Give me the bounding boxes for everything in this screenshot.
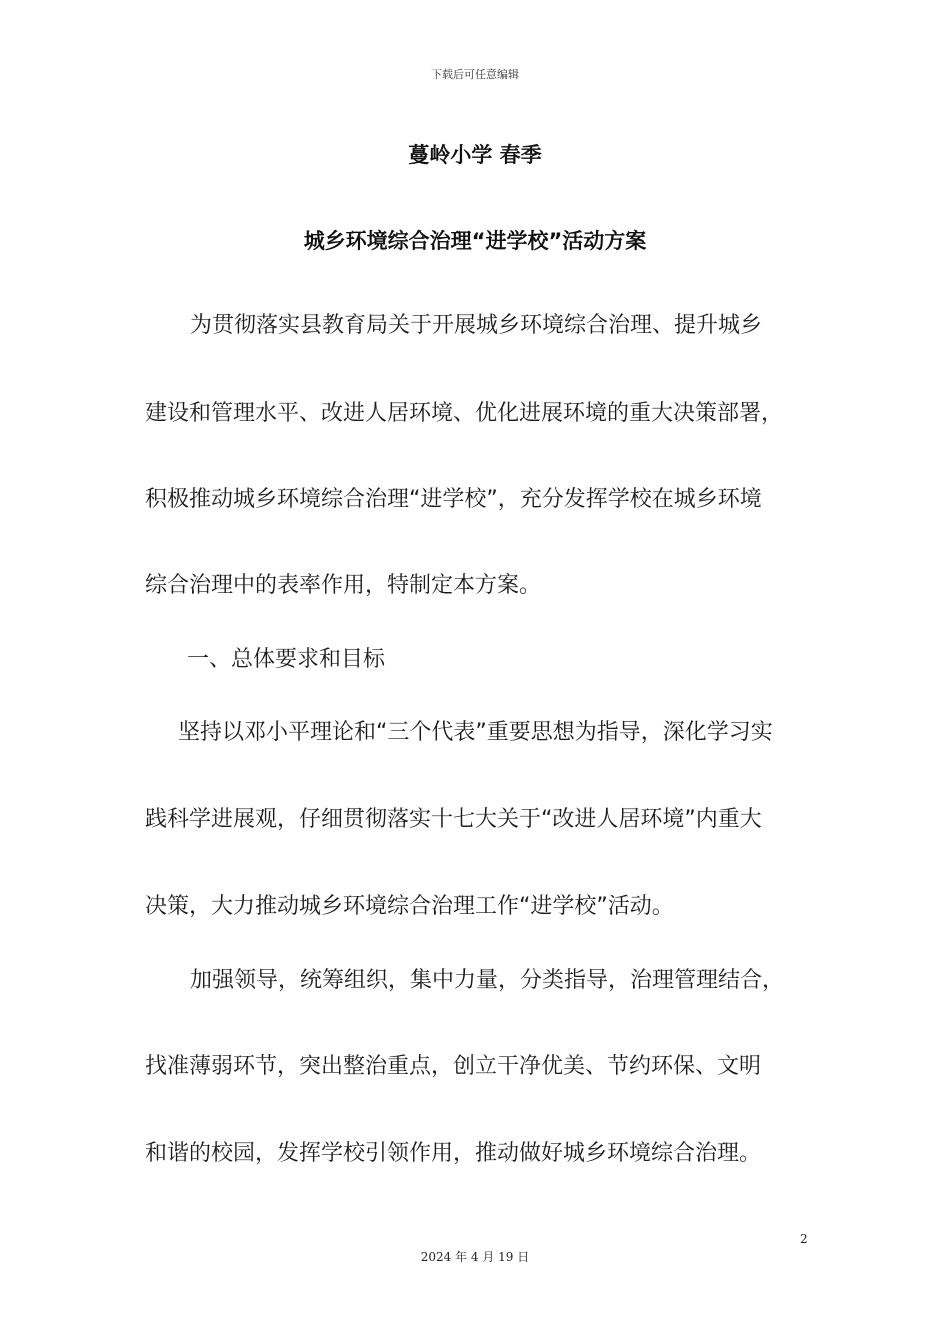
- page-number: 2: [800, 1232, 808, 1246]
- document-title-line-2: 城乡环境综合治理“进学校”活动方案: [303, 229, 647, 253]
- paragraph-line: 积极推动城乡环境综合治理“进学校”，充分发挥学校在城乡环境: [145, 487, 762, 512]
- paragraph-line: 为贯彻落实县教育局关于开展城乡环境综合治理、提升城乡: [190, 313, 763, 338]
- document-title-line-1: 蔓岭小学 春季: [408, 143, 542, 167]
- footer-date: 2024 年 4 月 19 日: [420, 1250, 530, 1264]
- paragraph-line: 找准薄弱环节，突出整治重点，创立干净优美、节约环保、文明: [145, 1054, 762, 1079]
- paragraph-line: 坚持以邓小平理论和“三个代表”重要思想为指导，深化学习实: [178, 720, 773, 745]
- paragraph-line: 加强领导，统筹组织，集中力量，分类指导，治理管理结合，: [190, 968, 785, 993]
- paragraph-line: 和谐的校园，发挥学校引领作用，推动做好城乡环境综合治理。: [145, 1141, 762, 1166]
- paragraph-line: 综合治理中的表率作用，特制定本方案。: [145, 573, 542, 598]
- paragraph-line: 践科学进展观，仔细贯彻落实十七大关于“改进人居环境”内重大: [145, 807, 762, 832]
- paragraph-line: 建设和管理水平、改进人居环境、优化进展环境的重大决策部署，: [145, 401, 784, 426]
- section-heading: 一、总体要求和目标: [187, 647, 386, 672]
- header-note: 下载后可任意编辑: [431, 68, 519, 81]
- paragraph-line: 决策，大力推动城乡环境综合治理工作“进学校”活动。: [145, 894, 674, 919]
